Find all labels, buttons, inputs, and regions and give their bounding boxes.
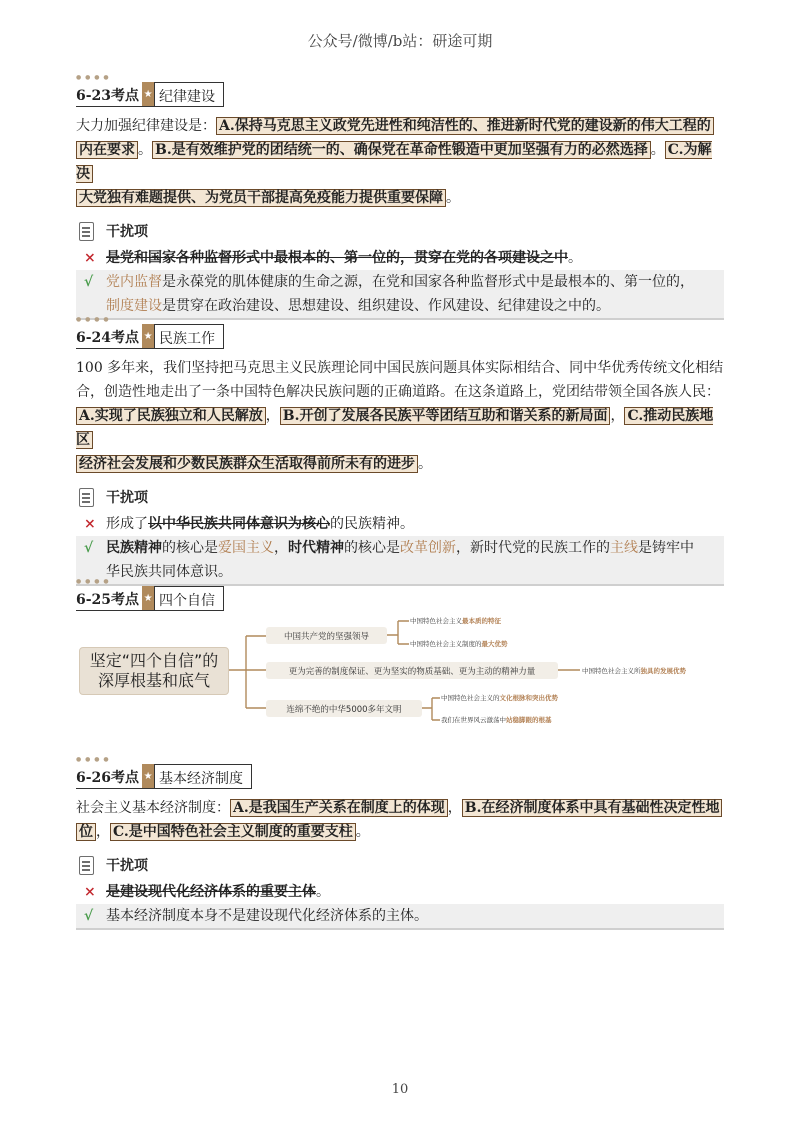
cross-mark-icon: ×	[84, 884, 96, 900]
branch-2: 更为完善的制度保证、更为坚实的物质基础、更为主动的精神力量	[266, 662, 558, 679]
leaf-3b	[441, 715, 552, 724]
text: 。	[316, 884, 330, 900]
highlighted-answer: C.推动民族地区	[76, 408, 714, 448]
text: 。	[418, 456, 432, 472]
section-6-23	[76, 74, 724, 320]
correct-statement	[76, 904, 724, 930]
text: 。	[446, 190, 460, 206]
text: 中国特色社会主义的	[441, 694, 500, 702]
bold-text: 民族精神	[106, 540, 162, 556]
text: 中国特色社会主义	[410, 617, 462, 625]
keyword: 制度建设	[106, 298, 162, 314]
section-title: 纪律建设	[154, 82, 224, 106]
branch-1: 中国共产党的坚强领导	[266, 627, 387, 644]
text-line	[76, 186, 724, 210]
keyword: 爱国主义	[218, 540, 274, 556]
mind-map-center: 坚定“四个自信”的 深厚根基和底气	[79, 647, 229, 695]
section-body	[76, 356, 724, 476]
document-icon	[76, 487, 94, 507]
section-title: 基本经济制度	[154, 764, 252, 788]
interference-heading	[76, 218, 724, 244]
highlighted-answer: B.在经济制度体系中具有基础性决定性地	[462, 799, 723, 817]
highlighted-answer: 内在要求	[76, 141, 138, 159]
correct-statement	[76, 536, 724, 586]
highlighted-answer: 位	[76, 823, 96, 841]
text: 中国特色社会主义制度的	[410, 640, 482, 648]
highlighted-answer: 经济社会发展和少数民族群众生活取得前所未有的进步	[76, 455, 418, 473]
text-line	[106, 246, 582, 270]
text-line	[106, 880, 330, 904]
text: ，	[265, 408, 280, 424]
text: 合，创造性地走出了一条中国特色解决民族问题的正确道路。在这条道路上，党团结带领全国各族人民：	[76, 384, 720, 400]
section-6-25	[76, 578, 724, 612]
highlighted-answer: A.保持马克思主义政党先进性和纯洁性的、推进新时代党的建设新的伟大工程的	[216, 117, 714, 135]
tag-dots: ● ● ● ●	[76, 756, 110, 763]
leaf-1a	[410, 616, 501, 625]
text-line	[76, 356, 724, 380]
highlighted-answer: B.开创了发展各民族平等团结互助和谐关系的新局面	[280, 407, 611, 425]
interference-heading	[76, 484, 724, 510]
tag-dots: ● ● ● ●	[76, 316, 110, 323]
interference-title: 干扰项	[106, 490, 148, 506]
text: 基本经济制度本身不是建设现代化经济体系的主体。	[106, 908, 428, 924]
section-body	[76, 114, 724, 210]
check-mark-icon: √	[84, 540, 94, 556]
check-mark-icon: √	[84, 274, 94, 290]
cross-mark-icon: ×	[84, 250, 96, 266]
text-line	[106, 560, 694, 584]
mind-map	[76, 616, 724, 722]
text-line	[76, 114, 724, 138]
bold-text: 站稳脚跟的根基	[506, 716, 552, 724]
text-line	[76, 820, 724, 844]
text-line	[106, 904, 428, 928]
bold-text: 最大优势	[481, 640, 508, 648]
section-number: 6-25考点	[76, 592, 140, 608]
text: 华民族共同体意识。	[106, 564, 232, 580]
interference-title: 干扰项	[106, 224, 148, 240]
bold-text: 独具的发展优势	[640, 667, 686, 675]
text-line	[106, 270, 694, 294]
section-body	[76, 796, 724, 844]
star-icon: ★	[142, 586, 154, 610]
section-number: 6-26考点	[76, 770, 140, 786]
cross-mark-icon: ×	[84, 516, 96, 532]
wrong-statement	[76, 246, 724, 270]
text-line	[76, 138, 724, 186]
section-tag	[76, 578, 724, 612]
text-line	[76, 452, 724, 476]
tag-dots: ● ● ● ●	[76, 74, 110, 81]
text: ，	[610, 408, 625, 424]
struck-text: 是建设现代化经济体系的重要主体	[106, 884, 316, 900]
text: ，	[274, 540, 288, 556]
document-icon	[76, 221, 94, 241]
text: 是永葆党的肌体健康的生命之源，在党和国家各种监督形式中是最根本的、第一位的，	[162, 274, 694, 290]
text-line	[106, 536, 694, 560]
page-header: 公众号/微博/b站：研途可期	[307, 32, 493, 50]
highlighted-answer: B.是有效维护党的团结统一的、确保党在革命性锻造中更加坚强有力的必然选择	[152, 141, 651, 159]
text: 。	[355, 824, 370, 840]
text: 的民族精神。	[330, 516, 414, 532]
highlighted-answer: A.是我国生产关系在制度上的体现	[230, 799, 448, 817]
check-mark-icon: √	[84, 908, 94, 924]
highlighted-answer: C.是中国特色社会主义制度的重要支柱	[110, 823, 356, 841]
text: 的核心是	[162, 540, 218, 556]
text: 形成了	[106, 516, 148, 532]
text-line	[76, 796, 724, 820]
star-icon: ★	[142, 764, 154, 788]
section-title: 四个自信	[154, 586, 224, 610]
wrong-statement	[76, 512, 724, 536]
text-line	[106, 512, 414, 536]
leaf-3a	[441, 693, 558, 702]
text: 。	[650, 142, 665, 158]
text: 100 多年来，我们坚持把马克思主义民族理论同中国民族问题具体实际相结合、同中华优秀传统文化相结	[76, 360, 724, 376]
interference-heading	[76, 852, 724, 878]
text: 的核心是	[344, 540, 400, 556]
star-icon: ★	[142, 324, 154, 348]
keyword: 党内监督	[106, 274, 162, 290]
text: 是贯穿在政治建设、思想建设、组织建设、作风建设、纪律建设之中的。	[162, 298, 610, 314]
bold-text: 最本质的特征	[462, 617, 501, 625]
keyword: 改革创新	[400, 540, 456, 556]
section-6-24	[76, 316, 724, 586]
struck-text: 是党和国家各种监督形式中最根本的、第一位的，贯穿在党的各项建设之中	[106, 250, 568, 266]
text: ，新时代党的民族工作的	[456, 540, 610, 556]
text: 。	[568, 250, 582, 266]
text: 是铸牢中	[638, 540, 694, 556]
text: 中国特色社会主义所	[582, 667, 641, 675]
section-tag	[76, 316, 724, 350]
interference-title: 干扰项	[106, 858, 148, 874]
highlighted-answer: C.为解决	[76, 142, 712, 182]
text-line	[76, 380, 724, 404]
bold-text: 时代精神	[288, 540, 344, 556]
struck-text: 以中华民族共同体意识为核心	[148, 516, 330, 532]
branch-3: 连绵不绝的中华5000多年文明	[266, 700, 422, 717]
text-line	[106, 294, 694, 318]
correct-statement	[76, 270, 724, 320]
text: 社会主义基本经济制度：	[76, 800, 230, 816]
highlighted-answer: A.实现了民族独立和人民解放	[76, 407, 266, 425]
text: ，	[447, 800, 462, 816]
text-line	[76, 404, 724, 452]
bold-text: 文化根脉和突出优势	[499, 694, 558, 702]
section-tag	[76, 756, 724, 790]
wrong-statement	[76, 880, 724, 904]
document-icon	[76, 855, 94, 875]
section-title: 民族工作	[154, 324, 224, 348]
leaf-1b	[410, 639, 508, 648]
star-icon: ★	[142, 82, 154, 106]
page-number: 10	[391, 1082, 409, 1097]
leaf-2	[582, 666, 686, 675]
text: ，	[96, 824, 110, 840]
section-6-26	[76, 756, 724, 930]
tag-dots: ● ● ● ●	[76, 578, 110, 585]
text: 我们在世界风云激荡中	[441, 716, 506, 724]
section-number: 6-23考点	[76, 88, 140, 104]
text: 。	[138, 142, 152, 158]
keyword: 主线	[610, 540, 638, 556]
highlighted-answer: 大党独有难题提供、为党员干部提高免疫能力提供重要保障	[76, 189, 446, 207]
section-tag	[76, 74, 724, 108]
section-number: 6-24考点	[76, 330, 140, 346]
text: 大力加强纪律建设是：	[76, 118, 216, 134]
